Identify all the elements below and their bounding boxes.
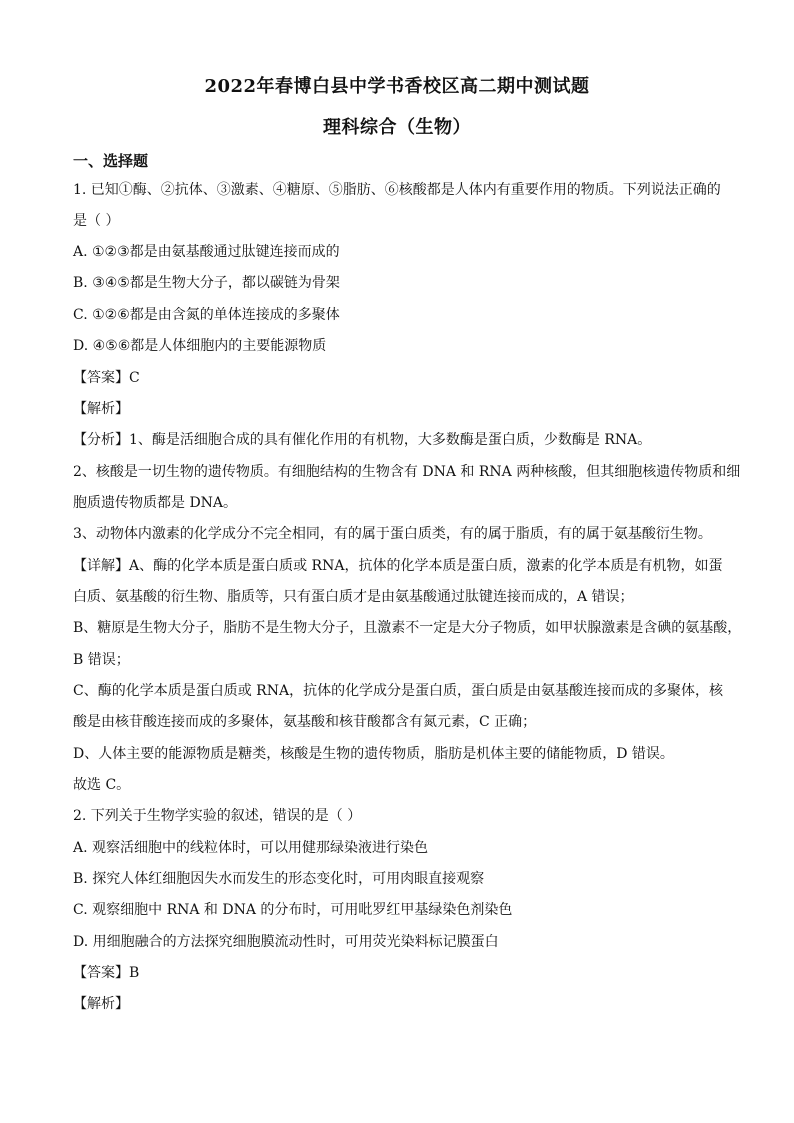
q1-fenxi-1: 【分析】1、酶是活细胞合成的具有催化作用的有机物，大多数酶是蛋白质，少数酶是 RNA。 (73, 432, 652, 448)
q1-detail-c2: 酸是由核苷酸连接而成的多聚体，氨基酸和核苷酸都含有氮元素，C 正确； (73, 714, 537, 730)
q1-option-d: D. ④⑤⑥都是人体细胞内的主要能源物质 (73, 338, 327, 354)
q1-stem-line1: 1. 已知①酶、②抗体、③激素、④糖原、⑤脂肪、⑥核酸都是人体内有重要作用的物质。下列说法正确的 (73, 182, 721, 198)
q2-option-d: D. 用细胞融合的方法探究细胞膜流动性时，可用荧光染料标记膜蛋白 (73, 934, 499, 950)
q2-answer: 【答案】B (73, 965, 140, 981)
q1-answer: 【答案】C (73, 370, 140, 386)
q2-stem: 2. 下列关于生物学实验的叙述，错误的是（ ） (73, 808, 362, 824)
q1-analysis-label: 【解析】 (73, 401, 129, 417)
q1-conclusion: 故选 C。 (73, 777, 131, 793)
q1-stem-line2: 是（ ） (73, 213, 120, 229)
q1-detail-d: D、人体主要的能源物质是糖类，核酸是生物的遗传物质，脂肪是机体主要的储能物质，D 错误。 (73, 746, 674, 762)
q1-fenxi-2a: 2、核酸是一切生物的遗传物质。有细胞结构的生物含有 DNA 和 RNA 两种核酸，但其细胞核遗传物质和细 (73, 464, 741, 480)
q1-fenxi-3: 3、动物体内激素的化学成分不完全相同，有的属于蛋白质类，有的属于脂质，有的属于氨基酸衍生物。 (73, 526, 712, 542)
q2-analysis-label: 【解析】 (73, 996, 129, 1012)
q2-option-c: C. 观察细胞中 RNA 和 DNA 的分布时，可用吡罗红甲基绿染色剂染色 (73, 902, 513, 918)
section-heading: 一、选择题 (73, 152, 149, 170)
q1-detail-a2: 白质、氨基酸的衍生物、脂质等，只有蛋白质才是由氨基酸通过肽键连接而成的，A 错误； (73, 589, 634, 605)
q1-fenxi-2b: 胞质遗传物质都是 DNA。 (73, 495, 238, 511)
q2-option-b: B. 探究人体红细胞因失水而发生的形态变化时，可用肉眼直接观察 (73, 871, 485, 887)
q2-option-a: A. 观察活细胞中的线粒体时，可以用健那绿染液进行染色 (73, 840, 429, 856)
q1-option-b: B. ③④⑤都是生物大分子，都以碳链为骨架 (73, 275, 340, 291)
page-title: 2022年春博白县中学书香校区高二期中测试题 (204, 76, 590, 97)
q1-detail-c1: C、酶的化学本质是蛋白质或 RNA，抗体的化学成分是蛋白质，蛋白质是由氨基酸连接而成的多聚体，核 (73, 683, 724, 699)
q1-detail-b2: B 错误； (73, 652, 130, 668)
q1-detail-b1: B、糖原是生物大分子，脂肪不是生物大分子，且激素不一定是大分子物质，如甲状腺激素是含碘的氨基酸， (73, 620, 742, 636)
q1-detail-a1: 【详解】A、酶的化学本质是蛋白质或 RNA，抗体的化学本质是蛋白质，激素的化学本质是有机物，如蛋 (73, 558, 723, 574)
page-subtitle: 理科综合（生物） (323, 117, 471, 138)
q1-option-c: C. ①②⑥都是由含氮的单体连接成的多聚体 (73, 307, 340, 323)
q1-option-a: A. ①②③都是由氨基酸通过肽键连接而成的 (73, 244, 340, 260)
